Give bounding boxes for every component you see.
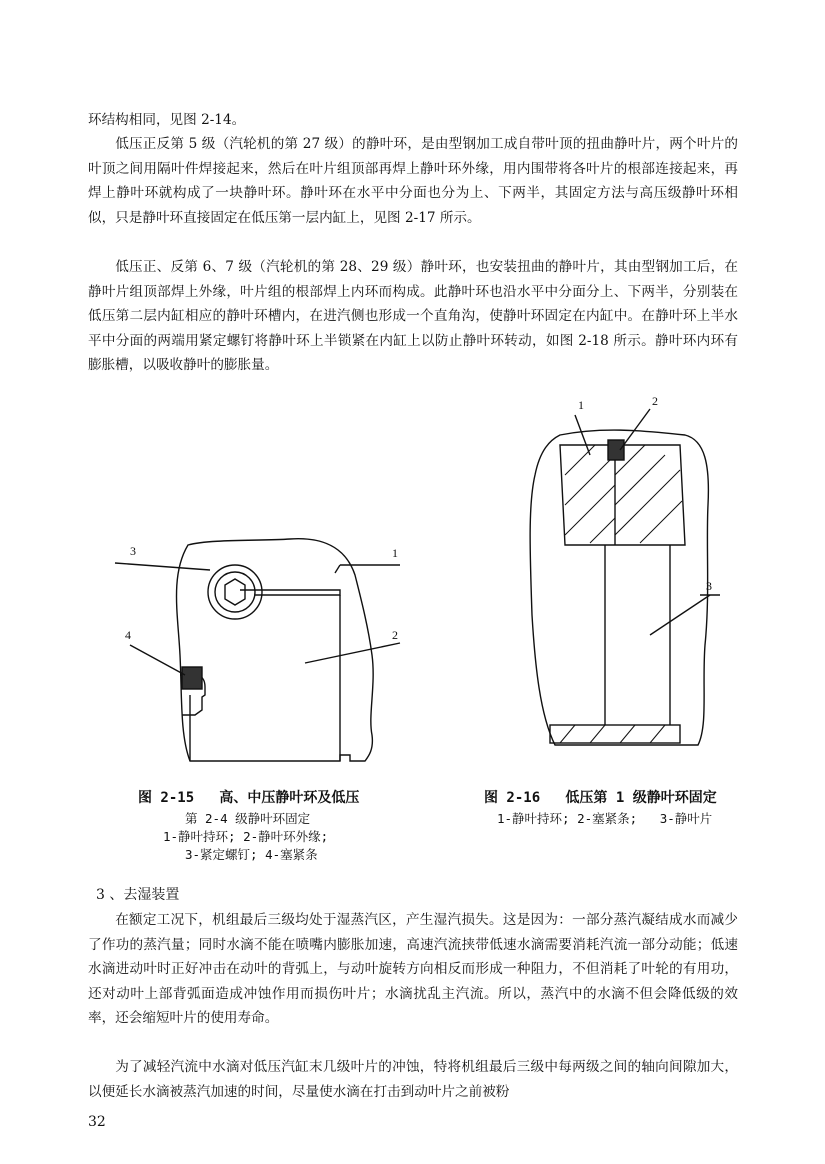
- paragraph-moisture-loss: 在额定工况下，机组最后三级均处于湿蒸汽区，产生湿汽损失。这是因为：一部分蒸汽凝结成水而减少了作功的蒸汽量；同时水滴不能在喷嘴内膨胀加速，高速汽流挟带低速水滴需要消耗汽流一部分动能；低速水滴进动叶时正好冲击在动叶的背弧上，与动叶旋转方向相反而形成一种阻力，不但消耗了叶轮的有用功，还对动叶上部背弧面造成冲蚀作用而损伤叶片；水滴扰乱主汽流。所以，蒸汽中的水滴不但会降低级的效率，还会缩短叶片的使用寿命。: [88, 912, 738, 1027]
- figure-2-15-caption-1: 第 2-4 级静叶环固定: [185, 811, 311, 826]
- sealing-strip: [608, 440, 624, 460]
- label-3: 3: [130, 544, 136, 558]
- set-screw-inner: [215, 572, 255, 612]
- figure-2-16-title: 图 2-16 低压第 1 级静叶环固定: [484, 790, 717, 806]
- casing-outline: [177, 539, 374, 761]
- paragraph-erosion: 为了减轻汽流中水滴对低压汽缸末几级叶片的冲蚀，特将机组最后三级中每两级之间的轴向间隙加大，以便延长水滴被蒸汽加速的时间，尽量使水滴在打击到动叶片之前被粉: [88, 1059, 738, 1100]
- set-screw-hex: [225, 579, 245, 605]
- blade-platform: [550, 725, 680, 743]
- leader-line-1: [575, 415, 590, 455]
- page-number: 32: [88, 1114, 106, 1130]
- set-screw-outer: [208, 565, 262, 619]
- figure-2-15-title: 图 2-15 高、中压静叶环及低压: [138, 790, 360, 806]
- figure-2-15-diagram: [110, 535, 420, 790]
- leader-line-2: [620, 409, 650, 450]
- sealing-strip: [182, 667, 202, 689]
- leader-line-3: [650, 595, 710, 635]
- label-2: 2: [392, 628, 398, 642]
- label-4: 4: [125, 628, 131, 642]
- leader-line-3: [115, 563, 210, 570]
- leader-line-4: [130, 645, 185, 675]
- label-1: 1: [578, 398, 584, 412]
- label-1: 1: [392, 546, 398, 560]
- section-heading: 3 、去湿装置: [96, 887, 180, 903]
- figure-2-16-diagram: [520, 395, 740, 780]
- paragraph-stage5: 低压正反第 5 级（汽轮机的第 27 级）的静叶环，是由型钢加工成自带叶顶的扭曲静叶片，两个叶片的叶顶之间用隔叶件焊接起来，然后在叶片组顶部再焊上静叶环外缘，用内围带将各叶片的根部连接起来，再焊上静叶环就构成了一块静叶环。静叶环在水平中分面也分为上、下两半，其固定方法与高压级静叶环相似，只是静叶环直接固定在低压第一层内缸上，见图 2-17 所示。: [88, 136, 738, 226]
- leader-line-2: [305, 643, 400, 663]
- label-3: 3: [706, 579, 712, 593]
- paragraph-stage6-7: 低压正、反第 6、7 级（汽轮机的第 28、29 级）静叶环，也安装扭曲的静叶片，其由型钢加工后，在静叶片组顶部焊上外缘，叶片组的根部焊上内环而构成。此静叶环也沿水平中分面分上、下两半，分别装在低压第二层内缸相应的静叶环槽内，在进汽侧也形成一个直角沟，使静叶环固定在内缸中。在静叶环上半水平中分面的两端用紧定螺钉将静叶环上半锁紧在内缸上以防止静叶环转动，如图 2-18 所示。静叶环内环有膨胀槽，以吸收静叶的膨胀量。: [88, 259, 738, 374]
- figure-2-15-caption-3: 3-紧定螺钉; 4-塞紧条: [185, 847, 318, 862]
- label-2: 2: [652, 395, 658, 408]
- figure-2-15-caption-2: 1-静叶持环; 2-静叶环外缘;: [163, 829, 329, 844]
- paragraph-continuation: 环结构相同，见图 2-14。: [88, 112, 246, 128]
- figure-2-16-caption: 1-静叶持环; 2-塞紧条; 3-静叶片: [497, 811, 713, 826]
